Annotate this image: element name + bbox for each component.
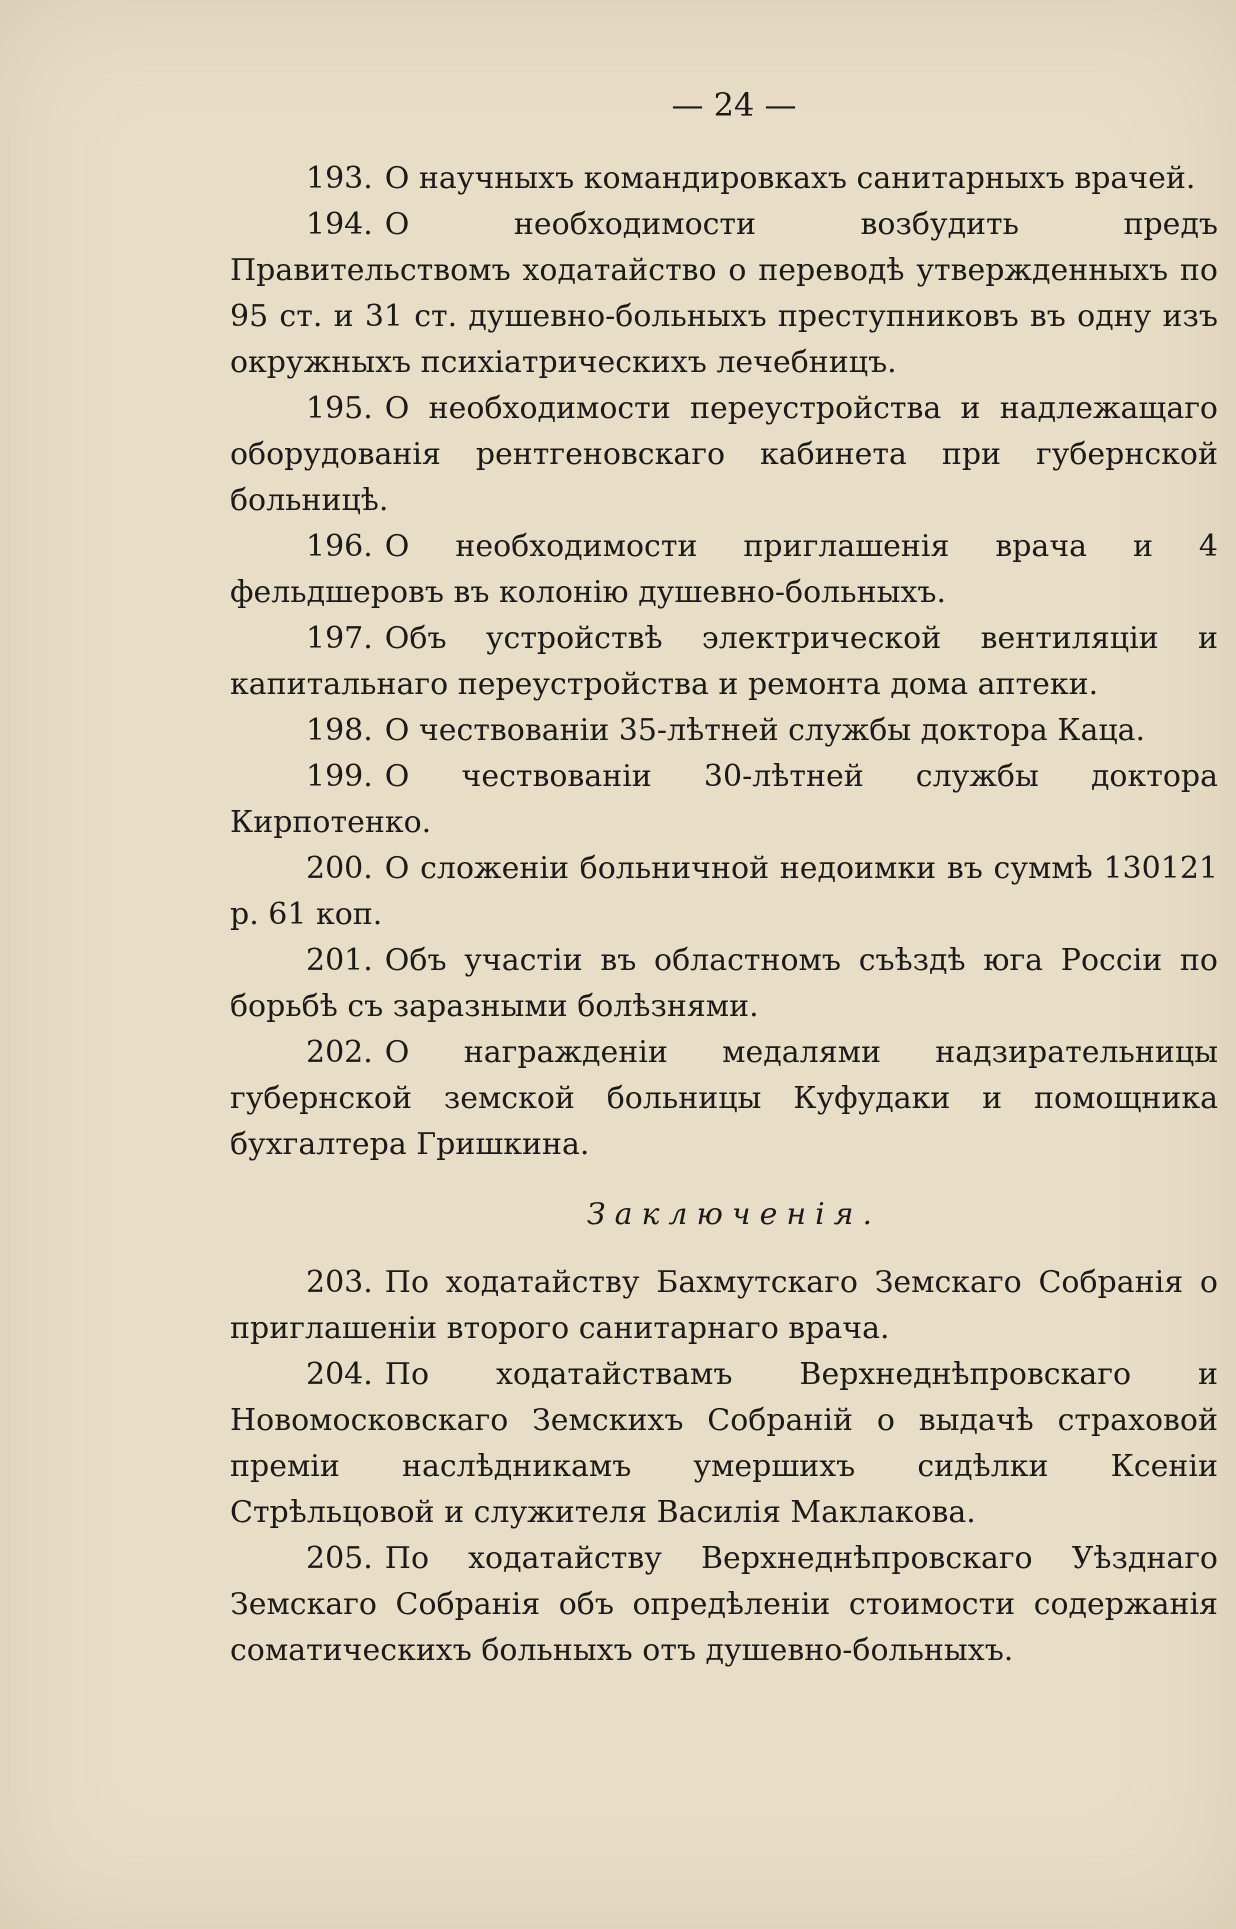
list-item — [230, 1536, 1218, 1674]
item-text: По ходатайству Верхнеднѣпровскаго Уѣзднаго Земскаго Собранія объ опредѣленіи стоимости содержанія соматическихъ больныхъ отъ душевно-больныхъ. — [230, 1541, 1218, 1668]
item-text: О награжденіи медалями надзирательницы губернской земской больницы Куфудаки и помощника бухгалтера Гришкина. — [230, 1035, 1218, 1162]
list-item — [230, 846, 1218, 938]
conclusions-list — [230, 1260, 1218, 1674]
item-number: 201. — [306, 943, 373, 978]
item-text: О чествованіи 35-лѣтней службы доктора Каца. — [384, 713, 1146, 748]
item-number: 200. — [306, 851, 373, 886]
items-list — [230, 156, 1218, 1168]
item-number: 197. — [306, 621, 373, 656]
item-text: О научныхъ командировкахъ санитарныхъ врачей. — [384, 161, 1196, 196]
item-number: 202. — [306, 1035, 373, 1070]
list-item — [230, 202, 1218, 386]
list-item — [230, 156, 1218, 202]
list-item — [230, 754, 1218, 846]
list-item — [230, 1352, 1218, 1536]
item-number: 195. — [306, 391, 373, 426]
item-number: 196. — [306, 529, 373, 564]
item-text: По ходатайству Бахмутскаго Земскаго Собранія о приглашеніи второго санитарнаго врача. — [230, 1265, 1218, 1346]
item-text: О необходимости переустройства и надлежащаго оборудованія рентгеновскаго кабинета при губернской больницѣ. — [230, 391, 1218, 518]
item-text: По ходатайствамъ Верхнеднѣпровскаго и Новомосковскаго Земскихъ Собраній о выдачѣ страховой преміи наслѣдникамъ умершихъ сидѣлки Ксеніи Стрѣльцовой и служителя Василія Маклакова. — [230, 1357, 1218, 1530]
item-text: Объ устройствѣ электрической вентиляціи и капитальнаго переустройства и ремонта дома аптеки. — [230, 621, 1218, 702]
list-item — [230, 386, 1218, 524]
item-number: 203. — [306, 1265, 373, 1300]
item-number: 193. — [306, 161, 373, 196]
item-number: 204. — [306, 1357, 373, 1392]
item-number: 199. — [306, 759, 373, 794]
list-item — [230, 1260, 1218, 1352]
list-item — [230, 524, 1218, 616]
list-item — [230, 938, 1218, 1030]
list-item — [230, 708, 1218, 754]
item-text: О необходимости возбудить предъ Правительствомъ ходатайство о переводѣ утвержденныхъ по 95 ст. и 31 ст. душевно-больныхъ преступниковъ въ одну изъ окружныхъ психіатрическихъ лечебницъ. — [230, 207, 1218, 380]
list-item — [230, 1030, 1218, 1168]
item-text: О необходимости приглашенія врача и 4 фельдшеровъ въ колонію душевно-больныхъ. — [230, 529, 1218, 610]
item-text: О чествованіи 30-лѣтней службы доктора Кирпотенко. — [230, 759, 1218, 840]
list-item — [230, 616, 1218, 708]
item-number: 205. — [306, 1541, 373, 1576]
item-number: 198. — [306, 713, 373, 748]
item-number: 194. — [306, 207, 373, 242]
page-number: — 24 — — [671, 86, 797, 124]
section-heading: Заключенія. — [586, 1197, 882, 1232]
item-text: О сложеніи больничной недоимки въ суммѣ 130121 р. 61 коп. — [230, 851, 1218, 932]
item-text: Объ участіи въ областномъ съѣздѣ юга Россіи по борьбѣ съ заразными болѣзнями. — [230, 943, 1218, 1024]
page-content — [230, 82, 1218, 1674]
